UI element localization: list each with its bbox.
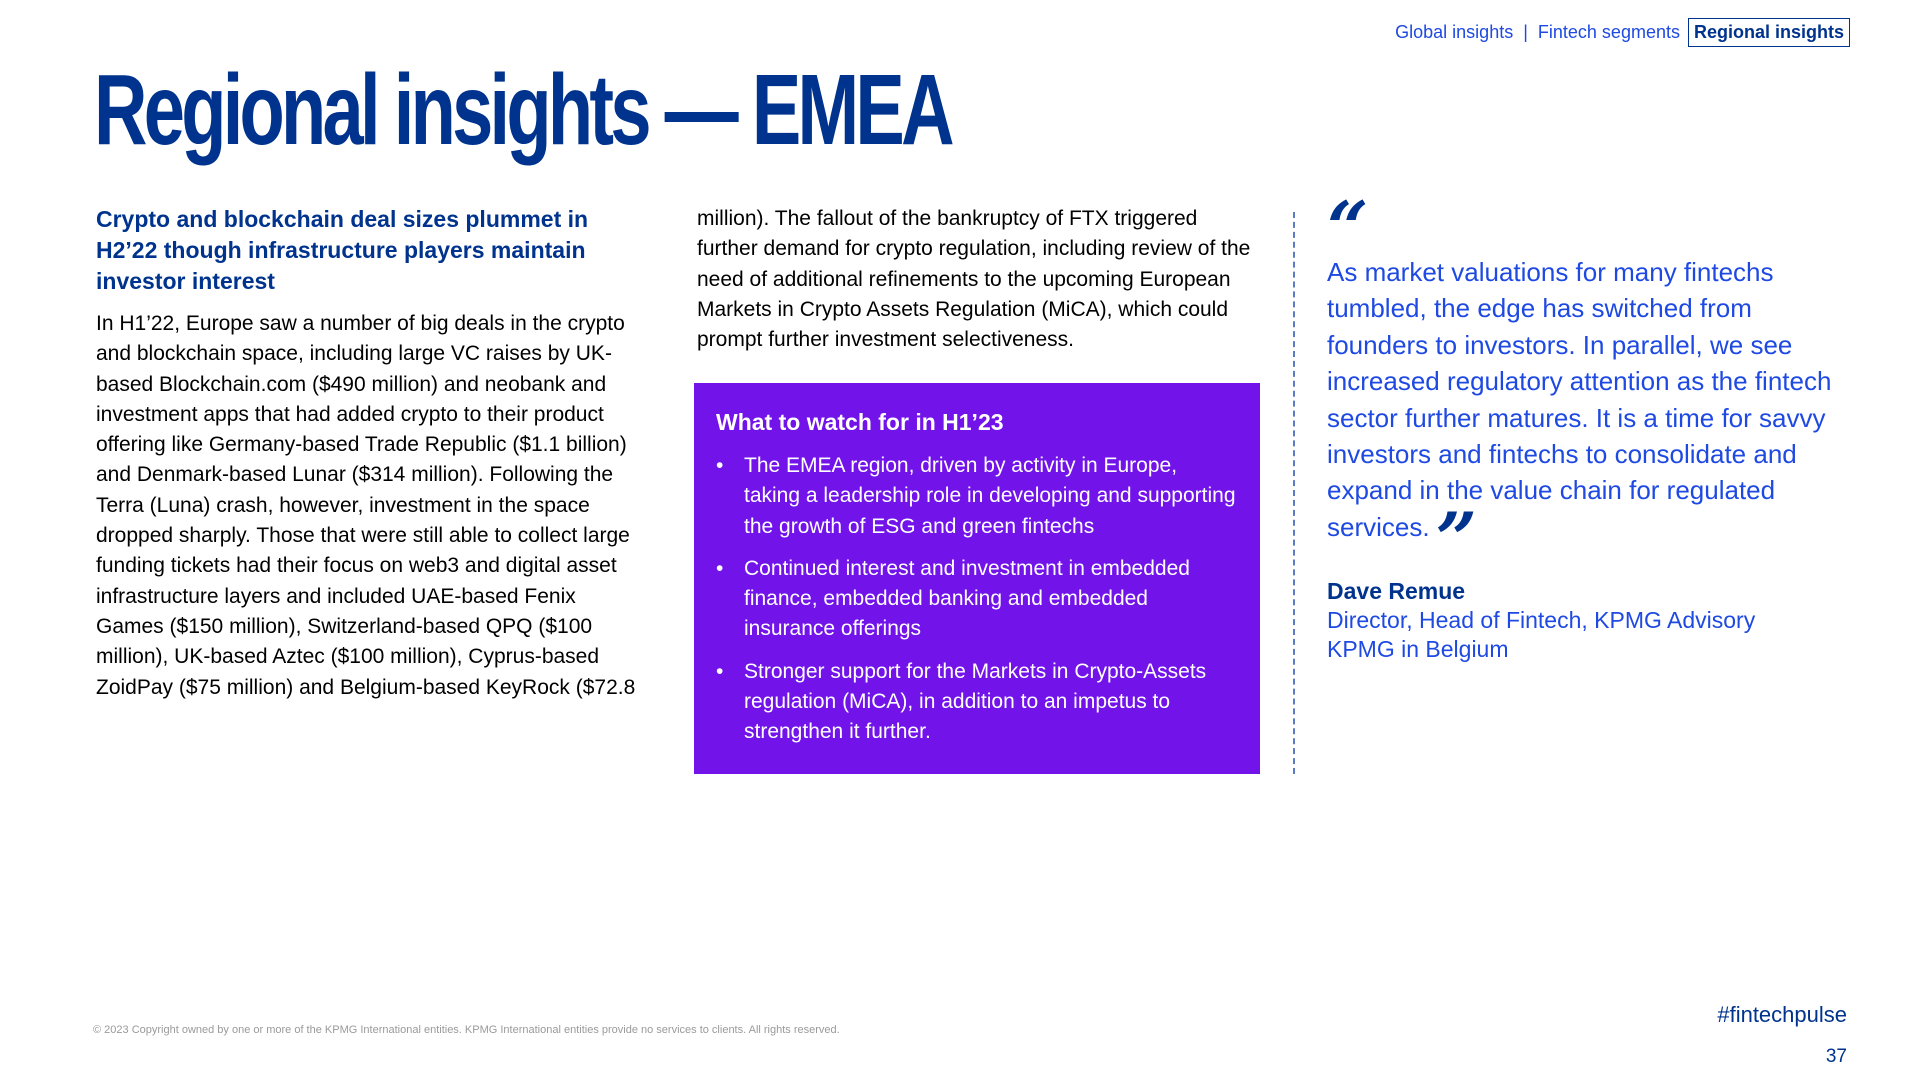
page-number: 37: [1825, 1046, 1847, 1067]
quote-author-org: KPMG in Belgium: [1327, 635, 1509, 662]
copyright-notice: © 2023 Copyright owned by one or more of the KPMG International entities. KPMG International entities provide no services to clients. All rights reserved.: [93, 1024, 840, 1036]
quote-block: [1327, 185, 1857, 664]
bullet-icon: •: [716, 454, 724, 477]
nav-global-insights[interactable]: Global insights: [1395, 22, 1514, 42]
quote-text: As market valuations for many fintechs tumbled, the edge has switched from founders to investors. In parallel, we see increased regulatory attention as the fintech sector further matures. It is a time for savvy investors and fintechs to consolidate and expand in the value chain for regulated services.: [1327, 257, 1832, 542]
crypto-article-column-1: [96, 204, 646, 703]
watch-list-item: [716, 451, 1238, 542]
page-title: Regional insights — EMEA: [94, 54, 951, 166]
watch-box-heading: What to watch for in H1’23: [716, 409, 1004, 435]
crypto-article-column-2: [697, 204, 1257, 355]
bullet-icon: •: [716, 556, 724, 580]
open-quote-icon: “: [1327, 185, 1369, 270]
nav-regional-insights[interactable]: Regional insights: [1688, 18, 1850, 47]
watch-list-item: [716, 657, 1238, 748]
article-heading: Crypto and blockchain deal sizes plummet in H2’22 though infrastructure players maintain investor interest: [96, 206, 589, 294]
quote-author-role: Director, Head of Fintech, KPMG Advisory: [1327, 606, 1756, 633]
watch-list-item: [716, 554, 1238, 645]
article-body-part-2: million). The fallout of the bankruptcy of FTX triggered further demand for crypto regulation, including review of the need of additional refinements to the upcoming European Markets in Crypto Assets Regulation (MiCA), which could prompt further investment selectiveness.: [697, 207, 1251, 352]
quote-author: Dave Remue: [1327, 577, 1466, 604]
quote-text-wrapper: [1327, 254, 1857, 581]
watch-item-text: Stronger support for the Markets in Crypto-Assets regulation (MiCA), in addition to an impetus to strengthen it further.: [744, 659, 1207, 744]
watch-item-text: Continued interest and investment in embedded finance, embedded banking and embedded insurance offerings: [744, 556, 1190, 641]
watch-list: [716, 451, 1238, 748]
watch-item-text: The EMEA region, driven by activity in Europe, taking a leadership role in developing and supporting the growth of ESG and green fintechs: [744, 454, 1236, 538]
bullet-icon: •: [716, 659, 724, 683]
close-quote-icon: ”: [1435, 495, 1477, 581]
nav-fintech-segments[interactable]: Fintech segments: [1537, 22, 1680, 42]
nav-separator: |: [1523, 22, 1528, 42]
hashtag: #fintechpulse: [1717, 1002, 1847, 1027]
column-divider: [1293, 212, 1295, 774]
what-to-watch-box: [694, 383, 1260, 774]
top-navigation: [1395, 18, 1850, 47]
article-body-part-1: In H1’22, Europe saw a number of big deals in the crypto and blockchain space, including large VC raises by UK-based Blockchain.com ($490 million) and neobank and investment apps that had added crypto to their product offering like Germany-based Trade Republic ($1.1 billion) and Denmark-based Lunar ($314 million). Following the Terra (Luna) crash, however, investment in the space dropped sharply. Those that were still able to collect large funding tickets had their focus on web3 and digital asset infrastructure layers and included UAE-based Fenix Games ($150 million), Switzerland-based QPQ ($100 million), UK-based Aztec ($100 million), Cyprus-based ZoidPay ($75 million) and Belgium-based KeyRock ($72.8: [96, 312, 636, 699]
